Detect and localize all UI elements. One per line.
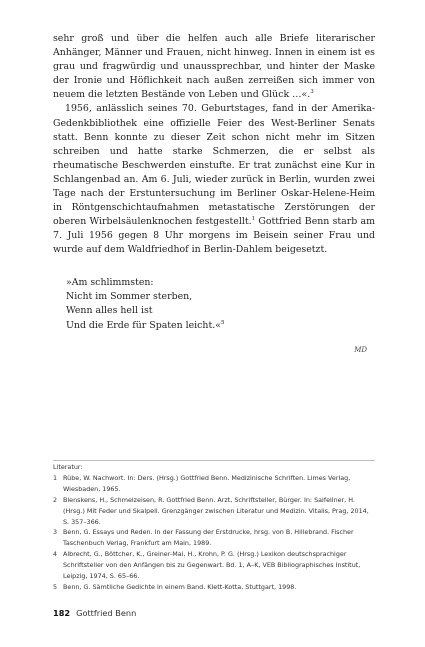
reference-item (53, 495, 375, 528)
reference-item (53, 473, 375, 495)
poem-line-3: Wenn alles hell ist (66, 305, 153, 317)
reference-number: 1 (53, 473, 58, 482)
reference-text: Blenskens, H., Schmelzeisen, R. Gottfried Benn. Arzt, Schriftsteller, Bürger. In: Salfellner, H. (Hrsg.) Mit Feder und Skalpell. Grenzgänger zwischen Literatur und Medizin. Vitalis, Prag, 2014, S. 357–366. (63, 495, 369, 526)
reference-text: Benn, G. Essays und Reden. In der Fassung der Erstdrucke, hrsg. von B. Hillebrand. Fischer Taschenbuch Verlag, Frankfurt am Main, 1989. (63, 528, 354, 548)
reference-number: 4 (53, 550, 58, 559)
reference-number: 5 (53, 582, 58, 591)
reference-text: Albrecht, G., Böttcher, K., Greiner-Mai, H., Krohn, P. G. (Hrsg.) Lexikon deutschsprachiger Schriftsteller von den Anfängen bis zu Gegenwart. Bd. 1, A–K, VEB Bibliographisches Institut, Leipzig, 1974, S. 65–66. (63, 550, 361, 581)
reference-item (53, 549, 375, 582)
footnote-ref-5: 5 (220, 319, 225, 326)
reference-text: Rübe, W. Nachwort. In: Ders. (Hrsg.) Gottfried Benn. Medizinische Schriften. Limes Verlag, Wiesbaden, 1965. (63, 473, 351, 493)
reference-number: 3 (53, 528, 58, 537)
poem-line-1: »Am schlimmsten: (66, 277, 154, 288)
author-initials: MD (354, 346, 367, 354)
main-text (53, 32, 375, 258)
footnote-ref-3: 3 (310, 89, 314, 96)
reference-text: Benn, G. Sämtliche Gedichte in einem Band. Klett-Kotta, Stuttgart, 1998. (63, 582, 297, 591)
poem-line-4-text: Und die Erde für Spaten leicht.« (66, 319, 221, 331)
reference-item (53, 582, 375, 593)
page-number: 182 (53, 608, 71, 618)
reference-item (53, 527, 375, 549)
paragraph-1 (53, 32, 375, 102)
reference-divider (53, 460, 375, 461)
running-title: Gottfried Benn (76, 608, 137, 618)
paragraph-2-text-b: Gottfried Benn starb am 7. Juli 1956 gegen 8 Uhr morgens im Beisein seiner Frau und wurde auf dem Waldfriedhof in Berlin-Dahlem beigesetzt. (53, 216, 376, 256)
footnote-ref-1: 1 (251, 216, 256, 223)
paragraph-1-text: sehr groß und über die helfen auch alle Briefe literarischer Anhänger, Männer und Frauen, nicht hinweg. Innen in einem ist es grau und fragwürdig und unaussprechbar, und hinter der Maske der Ironie und Höflichkeit nach außen zerreißen sich immer von neuem die letzten Bestände von Leben und Glück …«. (53, 33, 375, 101)
reference-list (53, 462, 375, 593)
page-footer (53, 608, 136, 618)
poem-line-4 (66, 319, 366, 333)
poem-quote (66, 276, 366, 333)
paragraph-2-text-a: 1956, anlässlich seines 70. Geburtstages, fand in der Amerika-Gedenkbibliothek eine offizielle Feier des West-Berliner Senats statt. Benn konnte zu dieser Zeit schon nicht mehr im Sitzen schreiben und hatte starke Schmerzen, die er selbst als rheumatische Beschwerden einstufte. Er trat zunächst eine Kur in Schlangenbad an. Am 6. Juli, wieder zurück in Berlin, wurden zwei Tage nach der Erstuntersuchung im Berliner Oskar-Helene-Heim in Röntgenschichtaufnahmen metastatische Zerstörungen der oberen Wirbelsäulenknochen festgestellt. (53, 103, 375, 228)
poem-line-2: Nicht im Sommer sterben, (66, 291, 193, 303)
reference-heading: Literatur: (53, 463, 83, 471)
paragraph-2 (53, 102, 375, 257)
reference-number: 2 (53, 495, 58, 504)
